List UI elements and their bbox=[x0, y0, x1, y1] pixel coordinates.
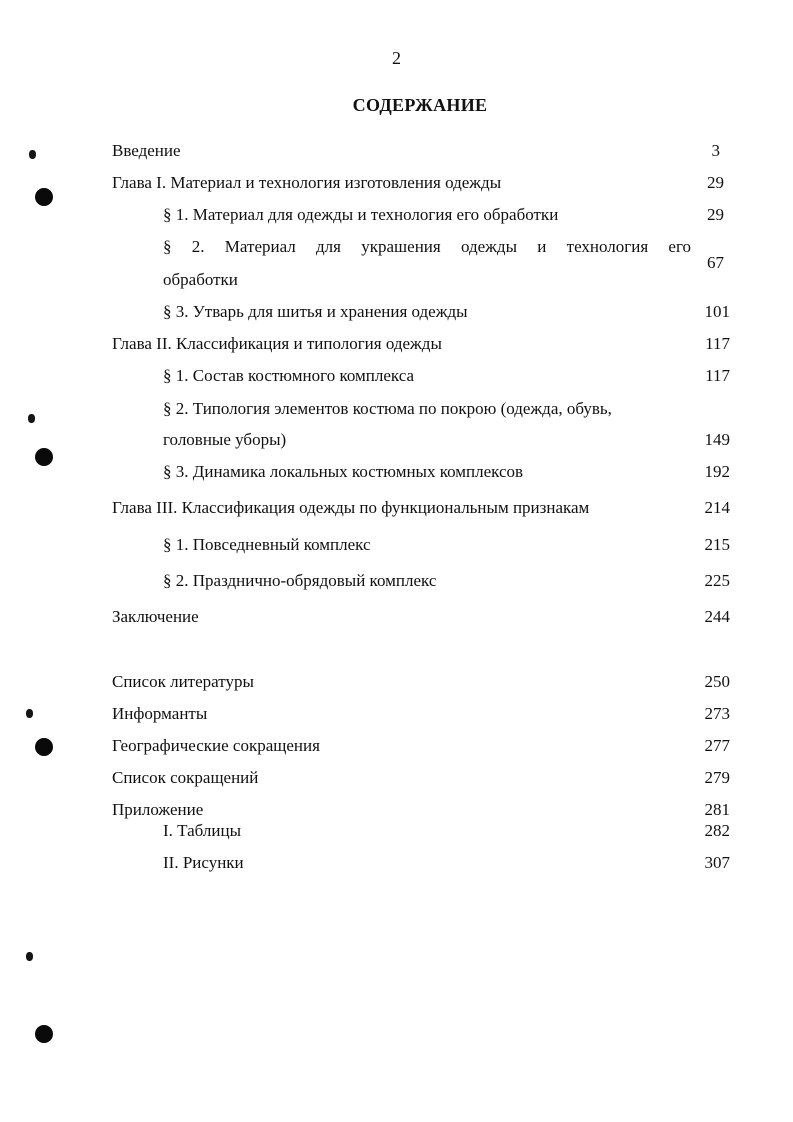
toc-page-introduction: 3 bbox=[711, 141, 720, 160]
toc-page-bibliography: 250 bbox=[704, 672, 730, 691]
toc-page-conclusion: 244 bbox=[704, 607, 730, 626]
toc-page-ch3-sec2: 225 bbox=[704, 571, 730, 590]
toc-entry-ch1-sec1: § 1. Материал для одежды и технология его обработки bbox=[163, 205, 559, 224]
toc-entry-ch3-sec2: § 2. Празднично-обрядовый комплекс bbox=[163, 571, 437, 590]
toc-page-appendix-tables: 282 bbox=[704, 821, 730, 840]
toc-entry-ch1-sec2-line1: § 2. Материал для украшения одежды и технология его bbox=[163, 237, 691, 256]
toc-entry-ch1-sec2-line2: обработки bbox=[163, 270, 238, 289]
toc-entry-appendix-tables: I. Таблицы bbox=[163, 821, 241, 840]
scan-speck bbox=[26, 952, 33, 961]
toc-title: СОДЕРЖАНИЕ bbox=[352, 95, 488, 115]
toc-entry-ch1-sec3: § 3. Утварь для шитья и хранения одежды bbox=[163, 302, 468, 321]
toc-page-abbreviations: 279 bbox=[704, 768, 730, 787]
toc-entry-appendix: Приложение bbox=[112, 800, 204, 819]
toc-entry-appendix-figures: II. Рисунки bbox=[163, 853, 244, 872]
toc-entry-chapter-3: Глава III. Классификация одежды по функциональным признакам bbox=[112, 498, 590, 517]
toc-entry-ch3-sec1: § 1. Повседневный комплекс bbox=[163, 535, 371, 554]
binder-hole bbox=[35, 1025, 53, 1043]
toc-entry-conclusion: Заключение bbox=[112, 607, 199, 626]
scan-speck bbox=[28, 414, 35, 423]
toc-page-appendix: 281 bbox=[704, 800, 730, 819]
toc-page-ch2-sec3: 192 bbox=[704, 462, 730, 481]
binder-hole bbox=[35, 738, 53, 756]
toc-entry-ch2-sec1: § 1. Состав костюмного комплекса bbox=[163, 366, 415, 385]
toc-page-ch2-sec1: 117 bbox=[705, 366, 730, 385]
page-number: 2 bbox=[392, 48, 401, 68]
toc-entry-abbreviations: Список сокращений bbox=[112, 768, 259, 787]
toc-entry-ch2-sec3: § 3. Динамика локальных костюмных комплексов bbox=[163, 462, 524, 481]
toc-entry-introduction: Введение bbox=[112, 141, 181, 160]
toc-entry-bibliography: Список литературы bbox=[112, 672, 254, 691]
toc-page-ch1-sec3: 101 bbox=[704, 302, 730, 321]
toc-page-geo-abbreviations: 277 bbox=[704, 736, 730, 755]
binder-hole bbox=[35, 448, 53, 466]
binder-hole bbox=[35, 188, 53, 206]
toc-entry-informants: Информанты bbox=[112, 704, 208, 723]
toc-entry-ch2-sec2-line1: § 2. Типология элементов костюма по покрою (одежда, обувь, bbox=[163, 399, 612, 418]
toc-page-chapter-1: 29 bbox=[707, 173, 724, 192]
toc-page-ch1-sec1: 29 bbox=[707, 205, 724, 224]
toc-page-chapter-2: 117 bbox=[705, 334, 730, 353]
toc-page-informants: 273 bbox=[704, 704, 730, 723]
toc-page-ch2-sec2: 149 bbox=[704, 430, 730, 449]
toc-entry-chapter-1: Глава I. Материал и технология изготовления одежды bbox=[112, 173, 502, 192]
toc-page-appendix-figures: 307 bbox=[704, 853, 730, 872]
toc-page-ch3-sec1: 215 bbox=[704, 535, 730, 554]
toc-entry-chapter-2: Глава II. Классификация и типология одежды bbox=[112, 334, 442, 353]
toc-entry-geo-abbreviations: Географические сокращения bbox=[112, 736, 320, 755]
toc-page-ch1-sec2: 67 bbox=[707, 253, 724, 272]
scan-speck bbox=[26, 709, 33, 718]
toc-page-chapter-3: 214 bbox=[704, 498, 730, 517]
toc-entry-ch2-sec2-line2: головные уборы) bbox=[163, 430, 287, 449]
scan-speck bbox=[29, 150, 36, 159]
